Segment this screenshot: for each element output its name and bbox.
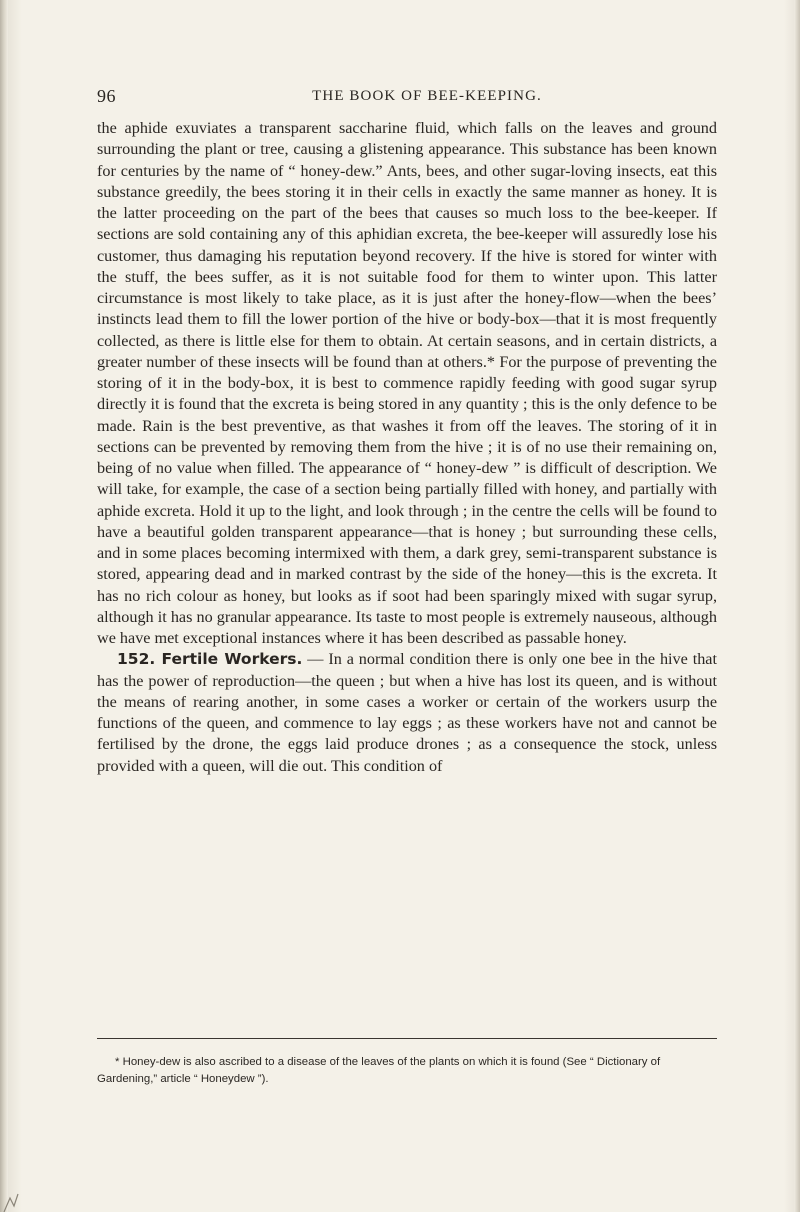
page-number: 96 bbox=[97, 86, 116, 106]
page-outer-edge bbox=[794, 0, 800, 1212]
running-title: THE BOOK OF BEE-KEEPING. bbox=[312, 88, 542, 104]
page-binding-edge bbox=[0, 0, 8, 1212]
paragraph-fertile-workers bbox=[97, 649, 717, 777]
page-header bbox=[97, 86, 717, 108]
footnote-divider bbox=[97, 1038, 717, 1039]
section-body: — In a normal condition there is only one bee in the hive that has the power of reproduction—the queen ; but when a hive has lost its queen, and is without the means of rearing another, in some cases a worker or certain of the workers usurp the functions of the queen, and commence to lay eggs ; as these workers have not and cannot be fertilised by the drone, the eggs laid produce drones ; as a consequence the stock, unless provided with a queen, will die out. This condition of bbox=[97, 650, 717, 775]
footnote: * Honey-dew is also ascribed to a disease of the leaves of the plants on which it is found (See “ Dictionary of Gardening,” article “ Honeydew ”). bbox=[97, 1056, 661, 1086]
body-text bbox=[97, 118, 717, 777]
paragraph-honey-dew: the aphide exuviates a transparent saccharine fluid, which falls on the leaves and ground surrounding the plant or tree, causing a glistening appearance. This substance has been known for centuries by the name of “ honey-dew.” Ants, bees, and other sugar-loving insects, eat this substance greedily, the bees storing it in their cells in exactly the same manner as honey. It is the latter proceeding on the part of the bees that causes so much loss to the bee-keeper. If sections are sold containing any of this aphidian excreta, the bee-keeper will assuredly lose his customer, thus damaging his reputation beyond recovery. If the hive is stored for winter with the stuff, the bees suffer, as it is not suitable food for them to winter upon. This latter circumstance is most likely to take place, as it is just after the honey-flow—when the bees’ instincts lead them to fill the lower portion of the hive or body-box—that it is most frequently collected, as there is little else for them to obtain. At certain seasons, and in certain districts, a greater number of these insects will be found than at others.* For the purpose of preventing the storing of it in the body-box, it is best to commence rapidly feeding with good sugar syrup directly it is found that the excreta is being stored in any quantity ; this is the only defence to be made. Rain is the best preventive, as that washes it from off the leaves. The storing of it in sections can be prevented by removing them from the hive ; it is of no use their remaining on, being of no value when filled. The appearance of “ honey-dew ” is difficult of description. We will take, for example, the case of a section being partially filled with honey, and partially with aphide excreta. Hold it up to the light, and look through ; in the centre the cells will be found to have a beautiful golden transparent appearance—that is honey ; but surrounding these cells, and in some places becoming intermixed with them, a dark grey, semi-transparent substance is stored, appearing dead and in marked contrast by the side of the honey—this is the excreta. It has no rich colour as honey, but looks as if soot had been sparingly mixed with sugar syrup, although it has no granular appearance. Its taste to most people is extremely nauseous, although we have met exceptional instances where it has been described as passable honey. bbox=[97, 119, 717, 647]
page-corner-fold-icon bbox=[2, 1186, 22, 1212]
section-heading: 152. Fertile Workers. bbox=[117, 650, 303, 669]
